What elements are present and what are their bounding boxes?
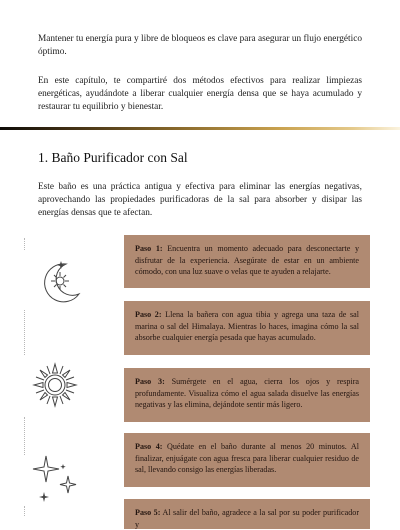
step-label: Paso 5: (135, 508, 161, 517)
step-box-4 (124, 433, 370, 487)
step-text: Llena la bañera con agua tibia y agrega una taza de sal marina o sal del Himalaya. Mientras lo haces, imagina cómo la sal absorbe cualquier energía pesada que hayas acumulado. (135, 310, 359, 343)
dotted-line (24, 506, 28, 516)
step-text: Quédate en el baño durante al menos 20 minutos. Al finalizar, enjuágate con agua fresca para liberar cualquier residuo de sal, llevando consigo las energías liberadas. (135, 442, 360, 475)
dotted-line (24, 238, 28, 250)
step-text: Encuentra un momento adecuado para desconectarte y disfrutar de la experiencia. Asegúrate de estar en un ambiente cómodo, con una luz suave o velas que te ayuden a relajarte. (135, 244, 360, 277)
step-label: Paso 3: (135, 377, 165, 386)
dotted-line (24, 417, 28, 455)
section-title: 1. Baño Purificador con Sal (38, 150, 188, 165)
sparkles-icon (30, 452, 80, 507)
step-label: Paso 2: (135, 310, 162, 319)
step-box-2 (124, 301, 370, 355)
dotted-line (24, 310, 28, 355)
intro-paragraph-1: Mantener tu energía pura y libre de bloqueos es clave para asegurar un flujo energético óptimo. (38, 34, 362, 57)
gold-divider (0, 127, 400, 130)
step-box-3 (124, 368, 370, 422)
moon-star-icon (36, 258, 86, 308)
step-text: Al salir del baño, agradece a la sal por su poder purificador y (135, 508, 360, 529)
step-box-5 (124, 499, 370, 529)
intro-paragraph-2: En este capítulo, te compartiré dos métodos efectivos para realizar limpiezas energéticas, ayudándote a liberar cualquier energía densa que se haya acumulado y restaurar tu equilibrio y bienestar. (38, 76, 362, 112)
step-label: Paso 4: (135, 442, 163, 451)
step-box-1 (124, 235, 370, 288)
sun-icon (30, 360, 80, 410)
step-text: Sumérgete en el agua, cierra los ojos y respira profundamente. Visualiza cómo el agua salada disuelve las energías negativas y las elimina, dejándote sentir más ligero. (135, 377, 360, 410)
section-description: Este baño es una práctica antigua y efectiva para eliminar las energías negativas, aprovechando las propiedades purificadoras de la sal para absorber y disipar las energías densas que te afectan. (38, 182, 362, 218)
step-label: Paso 1: (135, 244, 163, 253)
